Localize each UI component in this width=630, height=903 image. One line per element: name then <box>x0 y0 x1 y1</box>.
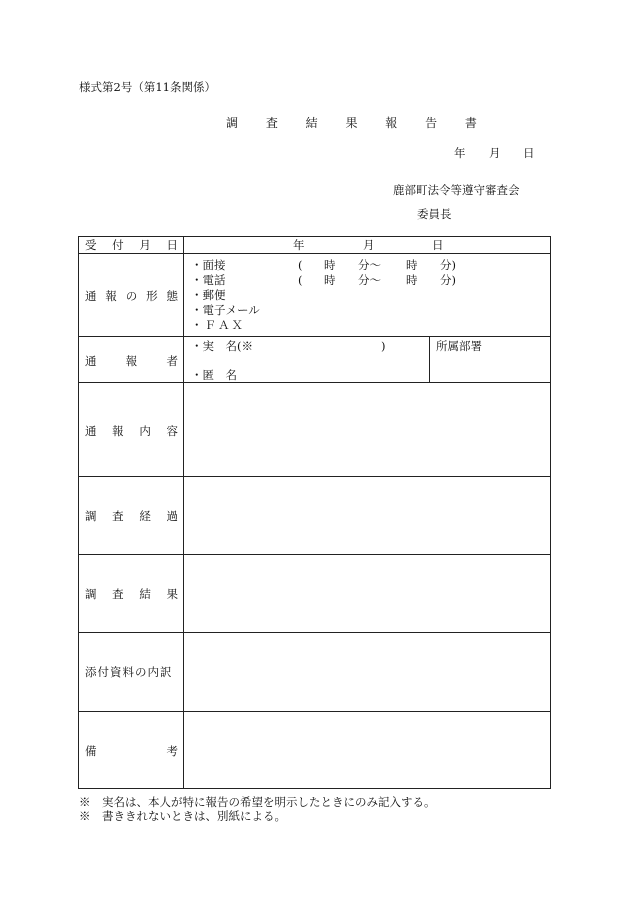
form-number: 様式第2号（第11条関係） <box>79 80 216 94</box>
investigation-process-field[interactable] <box>185 478 549 554</box>
reporter-department-label: 所属部署 <box>436 339 482 353</box>
reporter-real-name[interactable]: ・実 名(※ <box>191 339 253 353</box>
label-received-date: 受 付 月 日 <box>85 238 178 252</box>
label-remarks: 備 考 <box>85 744 178 758</box>
addressee-org: 鹿部町法令等遵守審査会 <box>393 183 520 197</box>
label-investigation-process: 調 査 経 過 <box>85 509 178 523</box>
received-year-field[interactable]: 年 <box>293 238 305 252</box>
method-interview[interactable]: ・面接 <box>191 258 226 272</box>
interview-hour-from: 時 <box>324 258 336 272</box>
method-phone[interactable]: ・電話 <box>191 273 226 287</box>
method-fax[interactable]: ・ＦＡＸ <box>191 318 245 332</box>
interview-time-open: ( <box>298 258 303 272</box>
label-report-content: 通 報 内 容 <box>85 424 178 438</box>
date-year-label: 年 <box>454 146 466 160</box>
date-month-label: 月 <box>489 146 501 160</box>
interview-hour-to: 時 <box>406 258 418 272</box>
phone-minute-from: 分～ <box>358 273 381 287</box>
received-month-field[interactable]: 月 <box>363 238 375 252</box>
method-mail[interactable]: ・郵便 <box>191 288 226 302</box>
reporter-anonymous[interactable]: ・匿 名 <box>191 368 237 382</box>
phone-hour-to: 時 <box>406 273 418 287</box>
investigation-result-field[interactable] <box>185 556 549 632</box>
reporter-real-name-close: ) <box>381 339 386 353</box>
note-real-name: ※ 実名は、本人が特に報告の希望を明示したときにのみ記入する。 <box>79 795 436 809</box>
phone-hour-from: 時 <box>324 273 336 287</box>
received-day-field[interactable]: 日 <box>432 238 444 252</box>
method-email[interactable]: ・電子メール <box>191 303 260 317</box>
phone-time-open: ( <box>298 273 303 287</box>
report-content-field[interactable] <box>185 384 549 476</box>
phone-minute-to: 分) <box>440 273 456 287</box>
page-title: 調 査 結 果 報 告 書 <box>226 116 489 130</box>
date-day-label: 日 <box>523 146 535 160</box>
label-report-method: 通 報 の 形 態 <box>85 289 178 303</box>
interview-minute-from: 分～ <box>358 258 381 272</box>
label-investigation-result: 調 査 結 果 <box>85 587 178 601</box>
label-attachments: 添付資料の内訳 <box>85 665 173 679</box>
attachments-field[interactable] <box>185 634 549 710</box>
addressee-title: 委員長 <box>417 207 452 221</box>
note-separate-sheet: ※ 書ききれないときは、別紙による。 <box>79 809 286 823</box>
remarks-field[interactable] <box>185 713 549 787</box>
label-reporter: 通 報 者 <box>85 354 178 368</box>
interview-minute-to: 分) <box>440 258 456 272</box>
